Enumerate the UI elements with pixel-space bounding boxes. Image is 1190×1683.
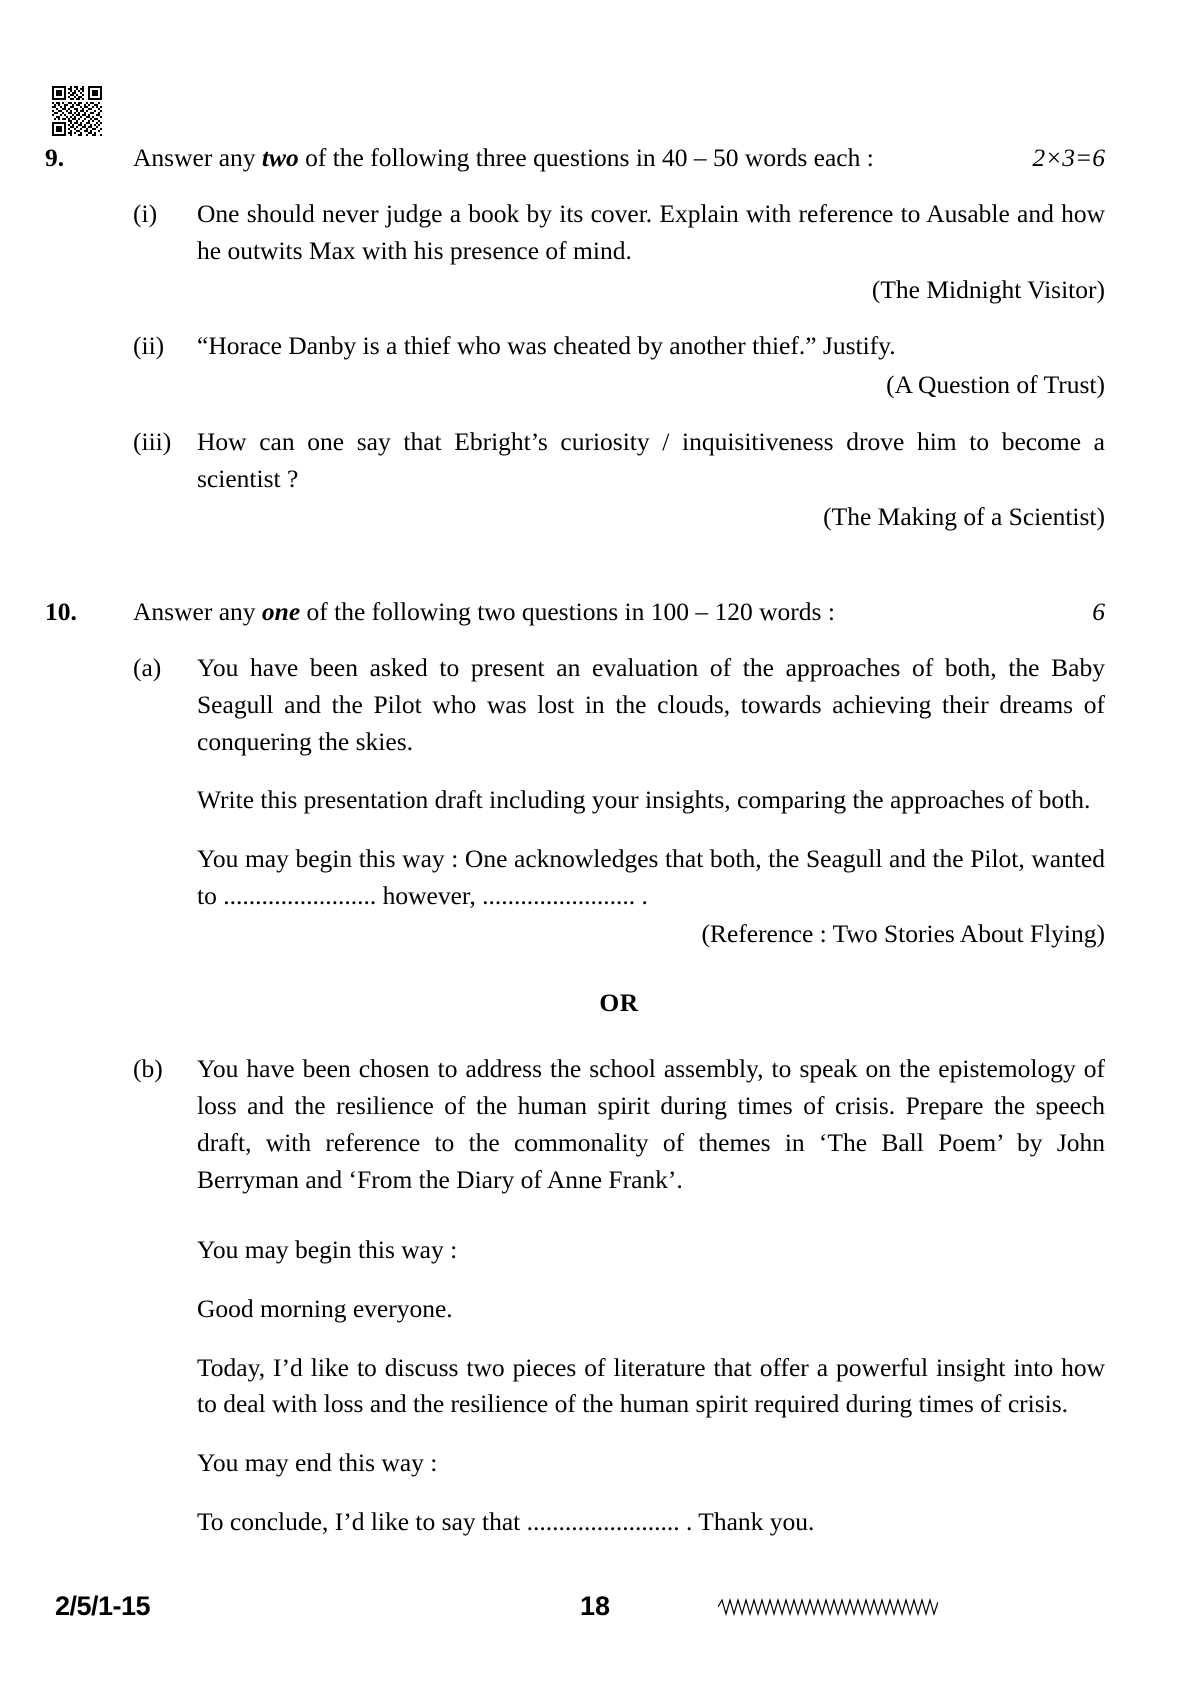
question-9-sub-iii: [133, 424, 1105, 497]
question-10-option-a-attribution: (Reference : Two Stories About Flying): [701, 919, 1105, 949]
question-9-sub-iii-label: (iii): [133, 426, 172, 456]
question-9-number: 9.: [45, 143, 65, 172]
question-10-option-b-paragraph-4: Today, I’d like to discuss two pieces of literature that offer a powerful insight into how to deal with loss and the resilience of the human spirit required during times of crisis.: [197, 1352, 1105, 1419]
question-10-stem-emphasis: one: [261, 596, 301, 626]
question-10-option-a-paragraph-3: You may begin this way : One acknowledges that both, the Seagull and the Pilot, wanted to ........................ however, ........................ .: [197, 844, 1105, 910]
question-9-sub-iii-text: How can one say that Ebright’s curiosity / inquisitiveness drove him to become a scientist ?: [197, 426, 1105, 493]
question-10-option-b-paragraph-1: You have been chosen to address the school assembly, to speak on the epistemology of loss and the resilience of the human spirit during times of crisis. Prepare the speech draft, with reference to the commonality of themes in ‘The Ball Poem’ by John Berryman and ‘From the Diary of Anne Frank’.: [197, 1054, 1105, 1194]
question-9-stem-emphasis: two: [261, 143, 299, 172]
question-10-option-a: [133, 650, 1105, 914]
question-9-sub-i: [133, 196, 1105, 269]
page-footer: [0, 1591, 1190, 1631]
question-9-header: [133, 140, 1105, 176]
or-separator: OR: [599, 988, 639, 1018]
question-9-sub-i-text: One should never judge a book by its cover. Explain with reference to Ausable and how he outwits Max with his presence of mind.: [197, 199, 1105, 265]
question-10-option-b: [133, 1051, 1105, 1540]
question-9-stem: Answer any: [133, 143, 262, 172]
question-9-stem-rest: of the following three questions in 40 – 50 words each :: [298, 143, 874, 172]
question-10-stem: Answer any: [133, 596, 262, 626]
paper-code: 2/5/1-15: [55, 1591, 151, 1621]
question-10-option-a-paragraph-2: Write this presentation draft including your insights, comparing the approaches of both.: [197, 785, 1091, 815]
question-10-option-b-label: (b): [133, 1054, 163, 1084]
question-9: [45, 140, 1105, 536]
zigzag-decoration-icon: [718, 1597, 938, 1619]
question-9-sub-ii-attribution: (A Question of Trust): [886, 370, 1105, 400]
question-10-option-a-paragraph-1: You have been asked to present an evaluation of the approaches of both, the Baby Seagull and the Pilot who was lost in the clouds, towards achieving their dreams of conquering the skies.: [197, 653, 1105, 756]
question-9-sub-iii-attribution: (The Making of a Scientist): [823, 502, 1105, 532]
question-9-marks: 2×3=6: [1032, 143, 1105, 172]
question-10-option-b-paragraph-5: You may end this way :: [197, 1448, 438, 1478]
question-10-stem-rest: of the following two questions in 100 – 120 words :: [300, 596, 835, 626]
question-9-sub-i-attribution: (The Midnight Visitor): [871, 274, 1105, 304]
question-10-option-b-paragraph-6: To conclude, I’d like to say that ........................ . Thank you.: [197, 1506, 815, 1536]
question-10: [45, 594, 1105, 1541]
question-9-sub-ii-label: (ii): [133, 331, 165, 361]
question-10-marks: 6: [1092, 596, 1105, 626]
question-9-sub-ii: [133, 328, 1105, 365]
qr-code-icon: [52, 86, 102, 136]
question-10-option-b-paragraph-3: Good morning everyone.: [197, 1293, 453, 1323]
question-9-sub-ii-text: “Horace Danby is a thief who was cheated by another thief.” Justify.: [197, 331, 896, 361]
question-10-header: [133, 594, 1105, 630]
question-10-option-b-paragraph-2: You may begin this way :: [197, 1235, 458, 1265]
question-10-option-a-label: (a): [133, 653, 162, 683]
question-9-sub-i-label: (i): [133, 199, 158, 229]
question-10-number: 10.: [45, 596, 77, 626]
question-content: [45, 140, 1105, 1541]
page-number: 18: [579, 1591, 611, 1621]
